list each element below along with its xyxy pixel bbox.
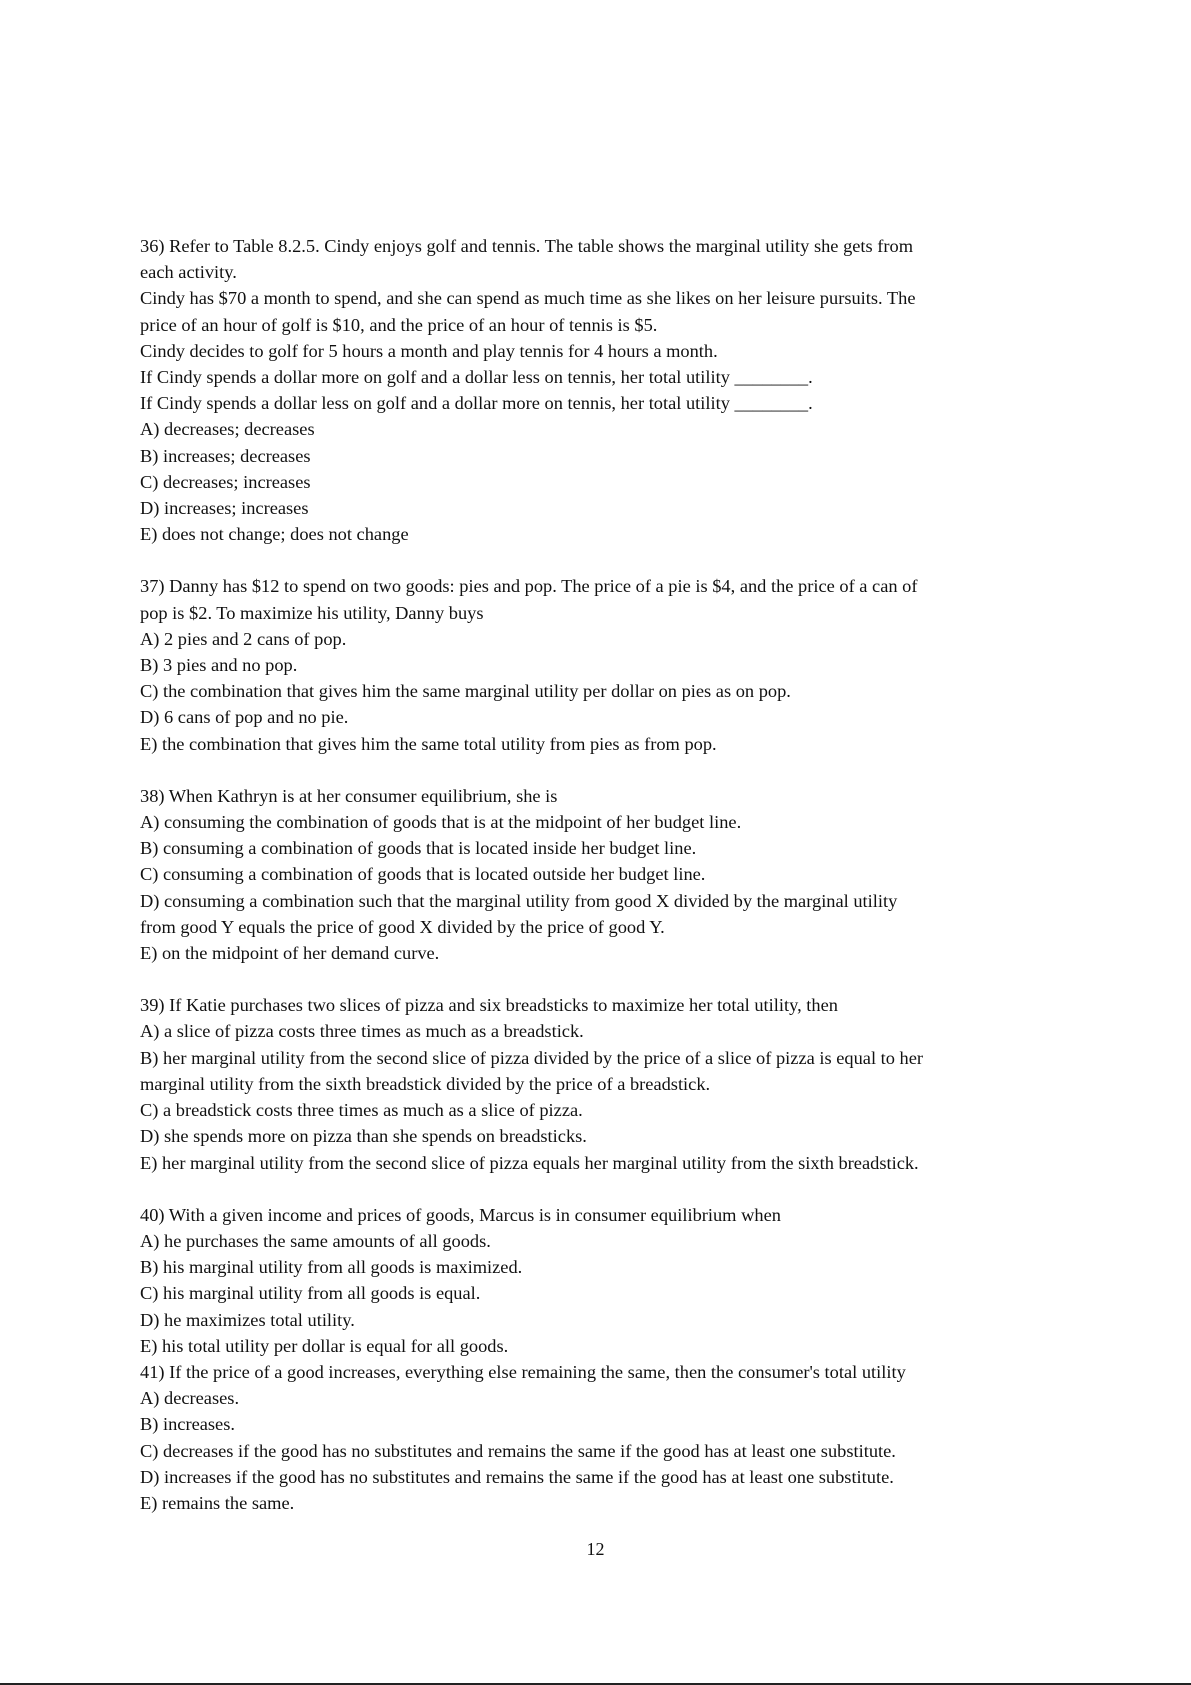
question-38: [140, 783, 990, 966]
question-41-option-a: A) decreases.: [140, 1388, 240, 1409]
question-36-option-e: E) does not change; does not change: [140, 524, 409, 545]
question-36-option-a: A) decreases; decreases: [140, 419, 315, 440]
question-36-option-d: D) increases; increases: [140, 498, 309, 519]
page-number: 12: [586, 1539, 605, 1559]
question-40: [140, 1202, 990, 1359]
question-39: [140, 992, 990, 1175]
question-37-option-c: C) the combination that gives him the same marginal utility per dollar on pies as on pop.: [140, 681, 791, 702]
question-38-option-b: B) consuming a combination of goods that is located inside her budget line.: [140, 838, 697, 859]
question-spacer: [140, 757, 990, 783]
question-37-option-e: E) the combination that gives him the same total utility from pies as from pop.: [140, 733, 717, 754]
question-38-option-d: D) consuming a combination such that the marginal utility from good X divided by the marginal utility: [140, 890, 898, 911]
question-37-line-1: 37) Danny has $12 to spend on two goods: pies and pop. The price of a pie is $4, and the price of a can of: [140, 576, 918, 597]
question-38-option-e: E) on the midpoint of her demand curve.: [140, 943, 440, 964]
question-spacer: [140, 966, 990, 992]
question-36-line-1: 36) Refer to Table 8.2.5. Cindy enjoys golf and tennis. The table shows the marginal utility she gets from: [140, 236, 914, 256]
question-39-option-b: B) her marginal utility from the second slice of pizza divided by the price of a slice of pizza is equal to her: [140, 1047, 924, 1068]
question-37-line-2: pop is $2. To maximize his utility, Danny buys: [140, 602, 484, 623]
document-body: [140, 233, 990, 1516]
question-37-option-d: D) 6 cans of pop and no pie.: [140, 707, 349, 728]
question-36-option-b: B) increases; decreases: [140, 445, 311, 466]
question-40-option-d: D) he maximizes total utility.: [140, 1309, 355, 1330]
question-38-option-c: C) consuming a combination of goods that is located outside her budget line.: [140, 864, 706, 885]
question-36-line-4: price of an hour of golf is $10, and the price of an hour of tennis is $5.: [140, 314, 658, 335]
question-41-option-d: D) increases if the good has no substitutes and remains the same if the good has at least one substitute.: [140, 1466, 894, 1487]
question-39-option-a: A) a slice of pizza costs three times as much as a breadstick.: [140, 1021, 584, 1042]
question-38-line-1: 38) When Kathryn is at her consumer equilibrium, she is: [140, 785, 558, 806]
question-spacer: [140, 547, 990, 573]
question-38-option-d-cont: from good Y equals the price of good X divided by the price of good Y.: [140, 916, 665, 937]
question-37: [140, 573, 990, 756]
question-41: [140, 1359, 990, 1516]
question-39-option-c: C) a breadstick costs three times as much as a slice of pizza.: [140, 1100, 583, 1121]
question-37-option-b: B) 3 pies and no pop.: [140, 655, 298, 676]
question-39-line-1: 39) If Katie purchases two slices of pizza and six breadsticks to maximize her total utility, then: [140, 995, 838, 1016]
question-40-option-a: A) he purchases the same amounts of all goods.: [140, 1230, 491, 1251]
question-39-option-b-cont: marginal utility from the sixth breadstick divided by the price of a breadstick.: [140, 1073, 711, 1094]
question-40-option-c: C) his marginal utility from all goods is equal.: [140, 1283, 481, 1304]
question-40-option-b: B) his marginal utility from all goods is maximized.: [140, 1257, 523, 1278]
question-36-line-6: If Cindy spends a dollar more on golf and a dollar less on tennis, her total utility ________.: [140, 367, 813, 388]
question-39-option-d: D) she spends more on pizza than she spends on breadsticks.: [140, 1126, 587, 1147]
question-41-option-e: E) remains the same.: [140, 1492, 295, 1513]
question-41-option-c: C) decreases if the good has no substitutes and remains the same if the good has at least one substitute.: [140, 1440, 896, 1461]
question-36: [140, 233, 990, 547]
question-41-line-1: 41) If the price of a good increases, everything else remaining the same, then the consumer's total utility: [140, 1361, 906, 1382]
question-36-line-3: Cindy has $70 a month to spend, and she can spend as much time as she likes on her leisure pursuits. The: [140, 288, 916, 309]
question-41-option-b: B) increases.: [140, 1414, 235, 1435]
question-38-option-a: A) consuming the combination of goods that is at the midpoint of her budget line.: [140, 812, 742, 833]
question-spacer: [140, 1176, 990, 1202]
question-39-option-e: E) her marginal utility from the second slice of pizza equals her marginal utility from the sixth breadstick.: [140, 1152, 919, 1173]
question-37-option-a: A) 2 pies and 2 cans of pop.: [140, 628, 347, 649]
question-40-line-1: 40) With a given income and prices of goods, Marcus is in consumer equilibrium when: [140, 1204, 781, 1225]
question-36-line-2: each activity.: [140, 262, 237, 283]
question-36-line-5: Cindy decides to golf for 5 hours a month and play tennis for 4 hours a month.: [140, 340, 718, 361]
question-36-line-7: If Cindy spends a dollar less on golf and a dollar more on tennis, her total utility ________.: [140, 393, 813, 414]
question-36-option-c: C) decreases; increases: [140, 471, 311, 492]
question-40-option-e: E) his total utility per dollar is equal for all goods.: [140, 1335, 509, 1356]
